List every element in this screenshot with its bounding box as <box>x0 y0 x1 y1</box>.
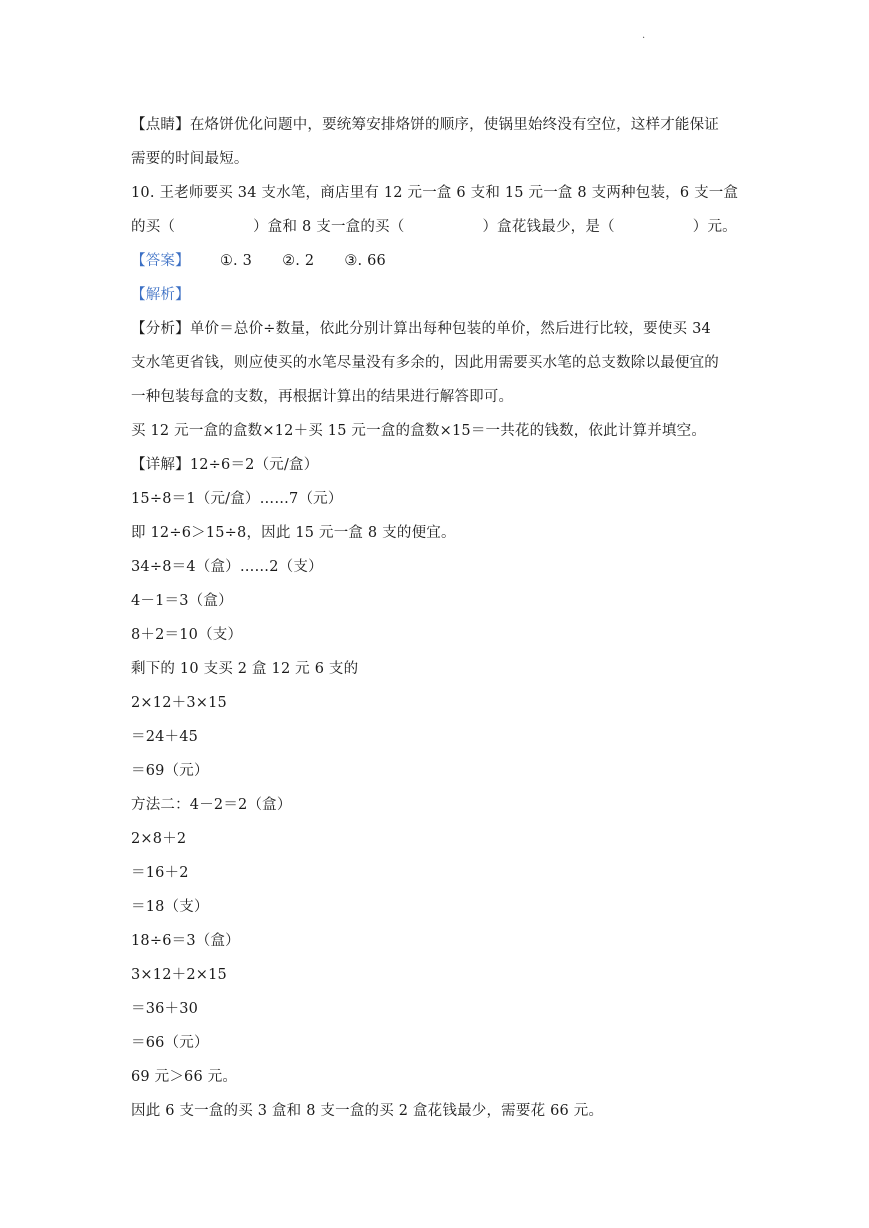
dianjing-line-2: 需要的时间最短。 <box>131 151 249 167</box>
conclusion-line: 因此 6 支一盒的买 3 盒和 8 支一盒的买 2 盒花钱最少，需要花 66 元。 <box>131 1103 604 1119</box>
xiangjie-tag: 【详解】 <box>131 457 190 473</box>
xiangjie-line-0 <box>131 448 731 482</box>
fenxi-line-1 <box>131 312 731 346</box>
xiangjie-line: ＝18（支） <box>131 899 209 915</box>
xiangjie-line: 2×8＋2 <box>131 831 187 847</box>
answer-tag: 【答案】 <box>131 253 190 269</box>
xiangjie-line: 剩下的 10 支买 2 盒 12 元 6 支的 <box>131 661 359 677</box>
question-line-1: 10. 王老师要买 34 支水笔，商店里有 12 元一盒 6 支和 15 元一盒 8 支两种包装，6 支一盒 <box>131 185 739 201</box>
xiangjie-line: 方法二：4－2＝2（盒） <box>131 797 292 813</box>
xiangjie-line: 34÷8＝4（盒）……2（支） <box>131 559 323 575</box>
xiangjie-line: ＝69（元） <box>131 763 209 779</box>
xiangjie-line: 3×12＋2×15 <box>131 967 227 983</box>
question-text-part1: 的买（ <box>131 219 176 235</box>
question-text-part4: ）元。 <box>692 219 737 235</box>
xiangjie-line: 18÷6＝3（盒） <box>131 933 240 949</box>
fenxi-text-1: 单价＝总价÷数量，依此分别计算出每种包装的单价，然后进行比较，要使买 34 <box>189 321 711 337</box>
xiangjie-line: ＝24＋45 <box>131 729 199 745</box>
xiangjie-first: 12÷6＝2（元/盒） <box>189 457 319 473</box>
xiangjie-line: ＝16＋2 <box>131 865 189 881</box>
answer-line <box>131 244 731 278</box>
dianjing-text-1: 在烙饼优化问题中，要统筹安排烙饼的顺序，使锅里始终没有空位，这样才能保证 <box>189 117 720 133</box>
xiangjie-line: ＝36＋30 <box>131 1001 199 1017</box>
xiangjie-line: 69 元＞66 元。 <box>131 1069 238 1085</box>
question-line-2 <box>131 210 737 244</box>
fenxi-tag: 【分析】 <box>131 321 190 337</box>
xiangjie-line: 8＋2＝10（支） <box>131 627 243 643</box>
document-content <box>131 108 739 1128</box>
xiangjie-line: 即 12÷6＞15÷8，因此 15 元一盒 8 支的便宜。 <box>131 525 456 541</box>
xiangjie-line: 4－1＝3（盒） <box>131 593 233 609</box>
dianjing-tag: 【点睛】 <box>131 117 190 133</box>
fenxi-line-4: 买 12 元一盒的盒数×12＋买 15 元一盒的盒数×15＝一共花的钱数，依此计算并填空。 <box>131 423 707 439</box>
xiangjie-line: ＝66（元） <box>131 1035 209 1051</box>
xiangjie-line: 15÷8＝1（元/盒）……7（元） <box>131 491 343 507</box>
jiexi-tag: 【解析】 <box>131 287 190 303</box>
dianjing-line-1 <box>131 108 731 142</box>
question-text-part2: ）盒和 8 支一盒的买（ <box>253 219 405 235</box>
question-text-part3: ）盒花钱最少，是（ <box>482 219 615 235</box>
fenxi-line-2: 支水笔更省钱，则应使买的水笔尽量没有多余的，因此用需要买水笔的总支数除以最便宜的 <box>131 355 719 371</box>
corner-mark: . <box>642 30 646 41</box>
answer-1: ①. 3 <box>219 253 253 269</box>
xiangjie-line: 2×12＋3×15 <box>131 695 227 711</box>
answer-2: ②. 2 <box>282 253 315 269</box>
answer-3: ③. 66 <box>344 253 386 269</box>
fenxi-line-3: 一种包装每盒的支数，再根据计算出的结果进行解答即可。 <box>131 389 514 405</box>
